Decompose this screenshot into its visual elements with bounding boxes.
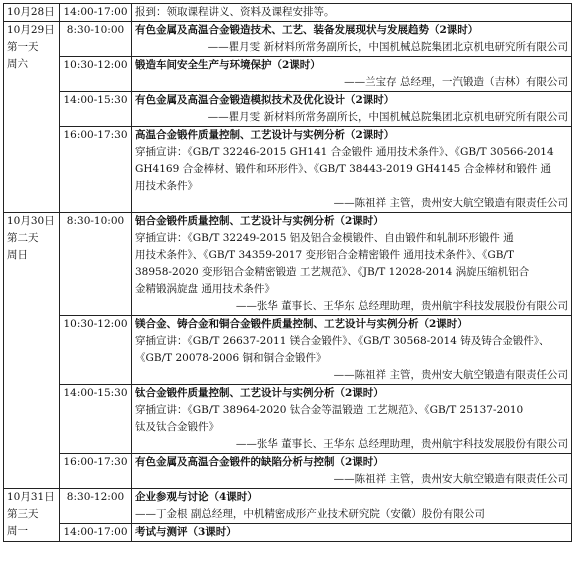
session-content [132,92,572,127]
schedule-row [4,385,572,454]
course-title: 有色金属及高温合金锻件的缺陷分析与控制（2课时） [135,456,384,468]
course-title: 锻造车间安全生产与环境保护（2课时） [135,59,321,71]
schedule-row [4,213,572,316]
day-label: 周日 [7,249,28,261]
session-time: 10:30-12:00 [60,57,132,92]
schedule-row [4,4,572,22]
session-time: 16:00-17:30 [60,454,132,489]
session-time: 14:00-15:30 [60,385,132,454]
day-cell [4,213,60,489]
course-title: 企业参观与讨论（4课时） [135,491,258,503]
schedule-row [4,127,572,213]
session-time: 14:00-15:30 [60,92,132,127]
day-cell [4,4,60,22]
session-content [132,489,572,524]
schedule-row [4,489,572,524]
standards-note: 钛及钛合金锻件》 [135,421,219,433]
session-time: 8:30-10:00 [60,22,132,57]
session-content [132,316,572,385]
session-content [132,22,572,57]
speaker-line: ——丁金根 副总经理，中机精密成形产业技术研究院（安徽）股份有限公司 [135,508,485,520]
schedule-row [4,92,572,127]
standards-note: GH4169 合金棒材、锻件和环形件》、《GB/T 38443-2019 GH4145 合金棒材和锻件 通 [135,163,552,175]
session-content [132,385,572,454]
session-content [132,454,572,489]
speaker-line: ——陈祖祥 主管，贵州安大航空锻造有限责任公司 [333,197,568,209]
day-label: 10月28日 [7,6,55,18]
course-title: 有色金属及高温合金锻造模拟技术及优化设计（2课时） [135,94,395,106]
day-label: 10月29日 [7,24,55,36]
standards-note: 穿插宣讲：《GB/T 26637-2011 镁合金锻件》、《GB/T 30568-2014 铸及铸合金锻件》、 [135,335,550,347]
session-time: 8:30-12:00 [60,489,132,524]
schedule-row [4,57,572,92]
speaker-line: ——张华 董事长、王华东 总经理助理，贵州航宇科技发展股份有限公司 [235,438,568,450]
course-title: 铝合金锻件质量控制、工艺设计与实例分析（2课时） [135,215,384,227]
session-time: 16:00-17:30 [60,127,132,213]
speaker-line: ——瞿月雯 新材料所常务副所长，中国机械总院集团北京机电研究所有限公司 [207,111,568,123]
session-content [132,127,572,213]
speaker-line: ——兰宝存 总经理，一汽锻造（吉林）有限公司 [344,76,568,88]
day-label: 10月31日 [7,491,55,503]
speaker-line: ——陈祖祥 主管，贵州安大航空锻造有限责任公司 [333,369,568,381]
standards-note: 穿插宣讲：《GB/T 32246-2015 GH141 合金锻件 通用技术条件》、《GB/T 30566-2014 [135,146,554,158]
course-title: 考试与测评（3课时） [135,526,237,538]
schedule-body [4,4,572,542]
session-time: 14:00-17:00 [60,4,132,22]
standards-note: 金精锻涡旋盘 通用技术条件》 [135,283,275,295]
standards-note: 穿插宣讲：《GB/T 32249-2015 铝及铝合金模锻件、自由锻件和轧制环形锻件 通 [135,232,514,244]
standards-note: 穿插宣讲：《GB/T 38964-2020 钛合金等温锻造 工艺规范》、《GB/T 25137-2010 [135,404,524,416]
schedule-row [4,22,572,57]
day-label: 周一 [7,525,28,537]
speaker-line: ——瞿月雯 新材料所常务副所长，中国机械总院集团北京机电研究所有限公司 [207,41,568,53]
standards-note: 用技术条件》 [135,180,198,192]
session-time: 14:00-17:00 [60,524,132,542]
session-time: 8:30-10:00 [60,213,132,316]
session-content [132,524,572,542]
standards-note: 38958-2020 变形铝合金精密锻造 工艺规范》、《JB/T 12028-2014 涡旋压缩机铝合 [135,266,530,278]
session-time: 10:30-12:00 [60,316,132,385]
session-content [132,4,572,22]
schedule-row [4,524,572,542]
day-label: 第二天 [7,232,39,244]
course-title: 钛合金锻件质量控制、工艺设计与实例分析（2课时） [135,387,384,399]
course-title: 有色金属及高温合金锻造技术、工艺、装备发展现状与发展趋势（2课时） [135,24,479,36]
day-label: 第一天 [7,41,39,53]
speaker-line: ——陈祖祥 主管，贵州安大航空锻造有限责任公司 [333,473,568,485]
session-content [132,213,572,316]
day-label: 第三天 [7,508,39,520]
day-cell [4,489,60,542]
day-label: 10月30日 [7,215,55,227]
day-cell [4,22,60,213]
standards-note: 用技术条件》、《GB/T 34359-2017 变形铝合金精密锻件 通用技术条件》、《GB/T [135,249,514,261]
day-label: 周六 [7,58,28,70]
course-title: 高温合金锻件质量控制、工艺设计与实例分析（2课时） [135,129,395,141]
speaker-line: ——张华 董事长、王华东 总经理助理，贵州航宇科技发展股份有限公司 [235,300,568,312]
course-title: 镁合金、铸合金和铜合金锻件质量控制、工艺设计与实例分析（2课时） [135,318,468,330]
schedule-row [4,316,572,385]
standards-note: 《GB/T 20078-2006 铜和铜合金锻件》 [135,352,327,364]
schedule-row [4,454,572,489]
session-note: 报到：领取课程讲义、资料及课程安排等。 [135,6,335,18]
schedule-table [3,3,572,542]
session-content [132,57,572,92]
